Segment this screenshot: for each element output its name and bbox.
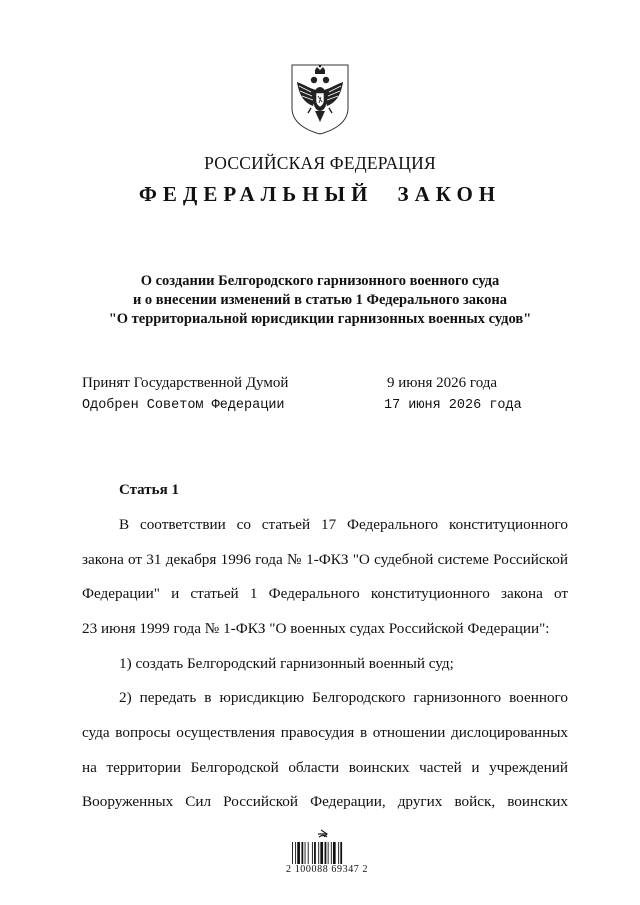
state-emblem-icon — [289, 62, 351, 136]
council-approval-date: 17 июня 2026 года — [384, 398, 522, 413]
article-text-line: на территории Белгородской области воинских частей и учреждений — [82, 759, 568, 776]
article-text-line: Вооруженных Сил Российской Федерации, других войск, воинских — [82, 793, 568, 810]
article-text-line: 23 июня 1999 года № 1-ФКЗ "О военных судах Российской Федерации": — [82, 620, 550, 637]
document-stamp-icon — [318, 830, 327, 837]
law-title-word-2: ЗАКОН — [397, 182, 502, 206]
country-name: РОССИЙСКАЯ ФЕДЕРАЦИЯ — [204, 153, 436, 173]
article-text-line: Федерации" и статьей 1 Федерального конституционного закона от — [82, 585, 568, 602]
article-text-line: 1) создать Белгородский гарнизонный военный суд; — [119, 655, 454, 672]
article-text-line: суда вопросы осуществления правосудия в отношении дислоцированных — [82, 724, 568, 741]
article-heading: Статья 1 — [119, 482, 179, 498]
article-text-line: В соответствии со статьей 17 Федерального конституционного — [119, 516, 568, 533]
subject-line: "О территориальной юрисдикции гарнизонных военных судов" — [108, 311, 532, 327]
duma-adoption-label: Принят Государственной Думой — [82, 375, 289, 391]
subject-line: О создании Белгородского гарнизонного военного суда — [140, 273, 500, 289]
law-title-word-1: ФЕДЕРАЛЬНЫЙ — [138, 182, 374, 206]
council-approval-label: Одобрен Советом Федерации — [82, 398, 285, 413]
duma-adoption-date: 9 июня 2026 года — [387, 375, 498, 391]
article-text-line: 2) передать в юрисдикцию Белгородского гарнизонного военного — [119, 689, 568, 706]
subject-line: и о внесении изменений в статью 1 Федерального закона — [132, 292, 508, 308]
article-text-line: закона от 31 декабря 1996 года № 1-ФКЗ "О судебной системе Российской — [82, 551, 568, 568]
document-type-title — [0, 182, 640, 207]
law-subject — [0, 272, 640, 329]
barcode-number: 2 100088 69347 2 — [286, 864, 369, 875]
